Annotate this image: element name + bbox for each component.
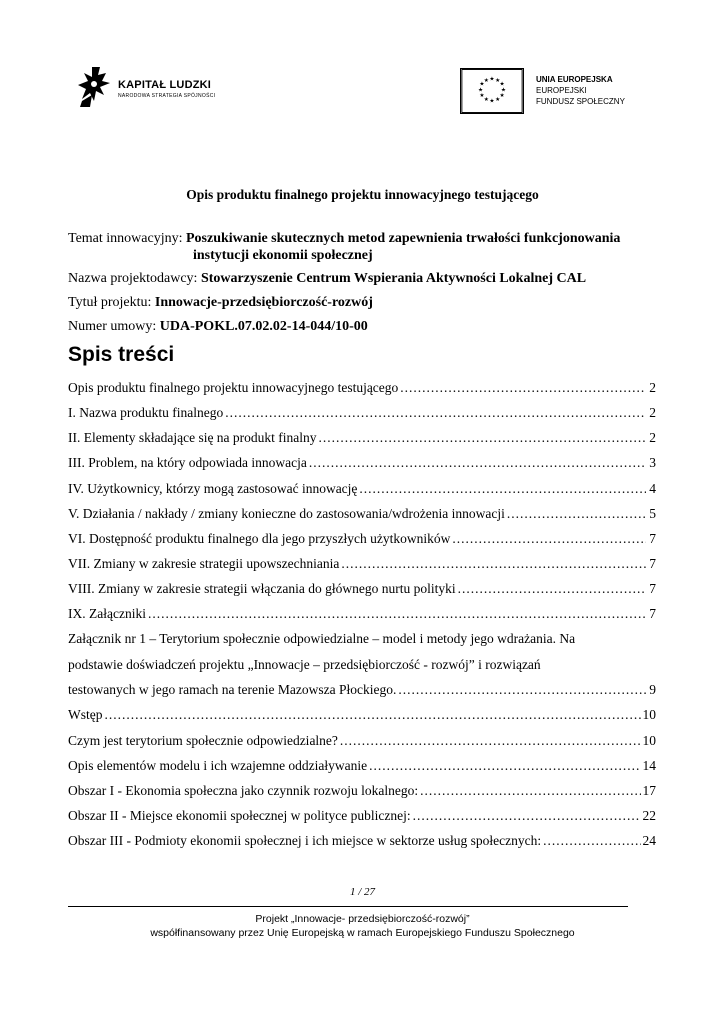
- toc-entry-text: II. Elementy składające się na produkt finalny: [68, 430, 317, 445]
- toc-entry[interactable]: [68, 405, 656, 423]
- toc-heading: Spis treści: [68, 343, 175, 366]
- toc-entry-page: 7: [649, 581, 656, 596]
- toc-annex-entry[interactable]: [68, 682, 656, 700]
- toc-entry[interactable]: [68, 430, 656, 448]
- eu-logo-line2: EUROPEJSKI: [536, 86, 587, 95]
- kapital-ludzki-logo: [78, 65, 238, 110]
- toc-entry[interactable]: [68, 506, 656, 524]
- toc-entry-page: 2: [649, 405, 656, 420]
- svg-text:★: ★: [489, 76, 495, 83]
- meta-project: [68, 295, 373, 311]
- meta-contract-label: Numer umowy:: [68, 319, 157, 334]
- toc-entry-page: 2: [649, 380, 656, 395]
- toc-entry-text: III. Problem, na który odpowiada innowacja: [68, 455, 307, 470]
- toc-annex-line2[interactable]: podstawie doświadczeń projektu „Innowacje – przedsiębiorczość - rozwój” i rozwiązań: [68, 657, 541, 672]
- svg-text:★: ★: [499, 81, 505, 88]
- toc-entry-page: 10: [642, 733, 656, 748]
- toc-entry-text: VI. Dostępność produktu finalnego dla jego przyszłych użytkowników: [68, 531, 451, 546]
- toc-entry-text: VIII. Zmiany w zakresie strategii włączania do głównego nurtu polityki: [68, 581, 456, 596]
- toc-entry-text: Czym jest terytorium społecznie odpowiedzialne?: [68, 733, 338, 748]
- toc-entry-text: Opis produktu finalnego projektu innowacyjnego testującego: [68, 380, 399, 395]
- toc-entry-page: 5: [649, 506, 656, 521]
- meta-contract: [68, 319, 368, 335]
- toc-entry-text: Obszar I - Ekonomia społeczna jako czynnik rozwoju lokalnego:: [68, 783, 419, 798]
- toc-entry-page: 14: [642, 758, 656, 773]
- toc-entry-page: 7: [649, 556, 656, 571]
- eu-logo: [460, 68, 660, 116]
- svg-text:★: ★: [489, 98, 495, 105]
- kapital-ludzki-title: KAPITAŁ LUDZKI: [118, 79, 212, 91]
- eu-logo-text: [536, 74, 625, 107]
- toc-entry-text: Wstęp: [68, 707, 103, 722]
- toc-annex-line1[interactable]: Załącznik nr 1 – Terytorium społecznie odpowiedzialne – model i metody jego wdrażania. Na: [68, 631, 576, 646]
- toc-entry-page: 3: [649, 455, 656, 470]
- toc-entry[interactable]: [68, 733, 656, 751]
- toc-entry-text: Obszar II - Miejsce ekonomii społecznej w polityce publicznej:: [68, 808, 411, 823]
- eu-logo-line1: UNIA EUROPEJSKA: [536, 75, 613, 84]
- toc-entry[interactable]: [68, 833, 656, 851]
- toc-entry-text: V. Działania / nakłady / zmiany konieczne do zastosowania/wdrożenia innowacji: [68, 506, 505, 521]
- toc-entry-page: 17: [642, 783, 656, 798]
- kapital-ludzki-subtitle: NARODOWA STRATEGIA SPÓJNOŚCI: [118, 93, 216, 99]
- toc-entry[interactable]: [68, 531, 656, 549]
- meta-theme-value: Poszukiwanie skutecznych metod zapewnienia trwałości funkcjonowania: [186, 231, 621, 246]
- meta-theme-value-cont: instytucji ekonomii społecznej: [193, 248, 373, 263]
- toc-entry-page: 7: [649, 531, 656, 546]
- toc-entry-text: testowanych w jego ramach na terenie Mazowsza Płockiego.: [68, 682, 397, 697]
- toc-entry-text: VII. Zmiany w zakresie strategii upowszechniania: [68, 556, 340, 571]
- eu-flag-icon: [460, 68, 524, 114]
- meta-project-value: Innowacje-przedsiębiorczość-rozwój: [154, 295, 373, 310]
- toc-entry-text: I. Nazwa produktu finalnego: [68, 405, 224, 420]
- toc-entry[interactable]: [68, 606, 656, 624]
- toc-entry-text: Opis elementów modelu i ich wzajemne oddziaływanie: [68, 758, 368, 773]
- meta-project-label: Tytuł projektu:: [68, 295, 152, 310]
- eu-logo-line3: FUNDUSZ SPOŁECZNY: [536, 97, 625, 106]
- toc-entry-page: 10: [642, 707, 656, 722]
- meta-applicant-label: Nazwa projektodawcy:: [68, 271, 198, 286]
- meta-contract-value: UDA-POKL.07.02.02-14-044/10-00: [159, 319, 368, 334]
- toc-entry[interactable]: [68, 808, 656, 826]
- kapital-ludzki-emblem-icon: [78, 65, 112, 109]
- toc-entry-text: Obszar III - Podmioty ekonomii społecznej i ich miejsce w sektorze usług społecznych:: [68, 833, 542, 848]
- footer-funding-line: współfinansowany przez Unię Europejską w ramach Europejskiego Funduszu Społecznego: [150, 927, 575, 939]
- toc-entry-page: 4: [649, 481, 656, 496]
- toc-entry[interactable]: [68, 707, 656, 725]
- toc-entry[interactable]: [68, 581, 656, 599]
- footer-project-line: Projekt „Innowacje- przedsiębiorczość-rozwój”: [255, 913, 470, 925]
- toc-entry[interactable]: [68, 380, 656, 398]
- svg-text:★: ★: [495, 97, 501, 104]
- toc-entry-text: IX. Załączniki: [68, 606, 146, 621]
- meta-theme-label: Temat innowacyjny:: [68, 231, 183, 246]
- meta-applicant: [68, 271, 586, 287]
- toc-entry[interactable]: [68, 758, 656, 776]
- svg-text:★: ★: [500, 87, 507, 94]
- document-title: Opis produktu finalnego projektu innowacyjnego testującego: [186, 187, 539, 202]
- svg-text:★: ★: [499, 93, 505, 100]
- toc-entry[interactable]: [68, 481, 656, 499]
- meta-theme: [68, 231, 620, 247]
- svg-text:★: ★: [479, 81, 485, 88]
- toc-entry-page: 7: [649, 606, 656, 621]
- toc-entry-page: 22: [642, 808, 656, 823]
- svg-text:★: ★: [495, 77, 501, 84]
- toc-entry-page: 9: [649, 682, 656, 697]
- page-number: 1 / 27: [349, 886, 376, 898]
- toc-entry[interactable]: [68, 783, 656, 801]
- toc-entry[interactable]: [68, 556, 656, 574]
- toc-entry[interactable]: [68, 455, 656, 473]
- toc-entry-page: 24: [642, 833, 656, 848]
- footer-divider: [68, 906, 628, 907]
- svg-text:★: ★: [483, 77, 489, 84]
- toc-entry-text: IV. Użytkownicy, którzy mogą zastosować innowację: [68, 481, 358, 496]
- meta-applicant-value: Stowarzyszenie Centrum Wspierania Aktywności Lokalnej CAL: [200, 271, 587, 286]
- svg-text:★: ★: [477, 87, 484, 94]
- toc-entry-page: 2: [649, 430, 656, 445]
- svg-text:★: ★: [479, 93, 485, 100]
- svg-text:★: ★: [483, 97, 489, 104]
